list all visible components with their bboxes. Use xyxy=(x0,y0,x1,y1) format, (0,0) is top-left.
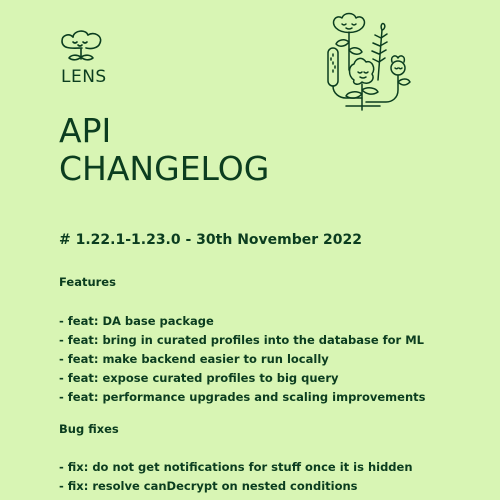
list-item: - fix: do not get notifications for stuff once it is hidden xyxy=(59,460,413,474)
page-title xyxy=(59,112,269,188)
list-item: - feat: expose curated profiles to big query xyxy=(59,371,339,385)
list-item: - feat: make backend easier to run locally xyxy=(59,352,329,366)
list-item: - feat: bring in curated profiles into the database for ML xyxy=(59,333,424,347)
title-line-2: CHANGELOG xyxy=(59,149,270,188)
changelog-content xyxy=(59,230,489,496)
list-item: - feat: performance upgrades and scaling improvements xyxy=(59,390,426,404)
list-item: - fix: resolve canDecrypt on nested conditions xyxy=(59,479,358,493)
features-heading: Features xyxy=(59,275,116,289)
version-heading: # 1.22.1-1.23.0 - 30th November 2022 xyxy=(59,232,362,248)
logo-text: LENS xyxy=(61,67,107,87)
bug-fixes-heading: Bug fixes xyxy=(59,422,119,436)
bug-fixes-list xyxy=(59,458,489,496)
title-line-1: API xyxy=(59,111,112,150)
features-list xyxy=(59,312,489,407)
plants-illustration-icon xyxy=(322,10,414,114)
list-item: - feat: DA base package xyxy=(59,314,214,328)
plants-illustration xyxy=(322,10,414,114)
smiling-flower-icon xyxy=(56,28,112,68)
